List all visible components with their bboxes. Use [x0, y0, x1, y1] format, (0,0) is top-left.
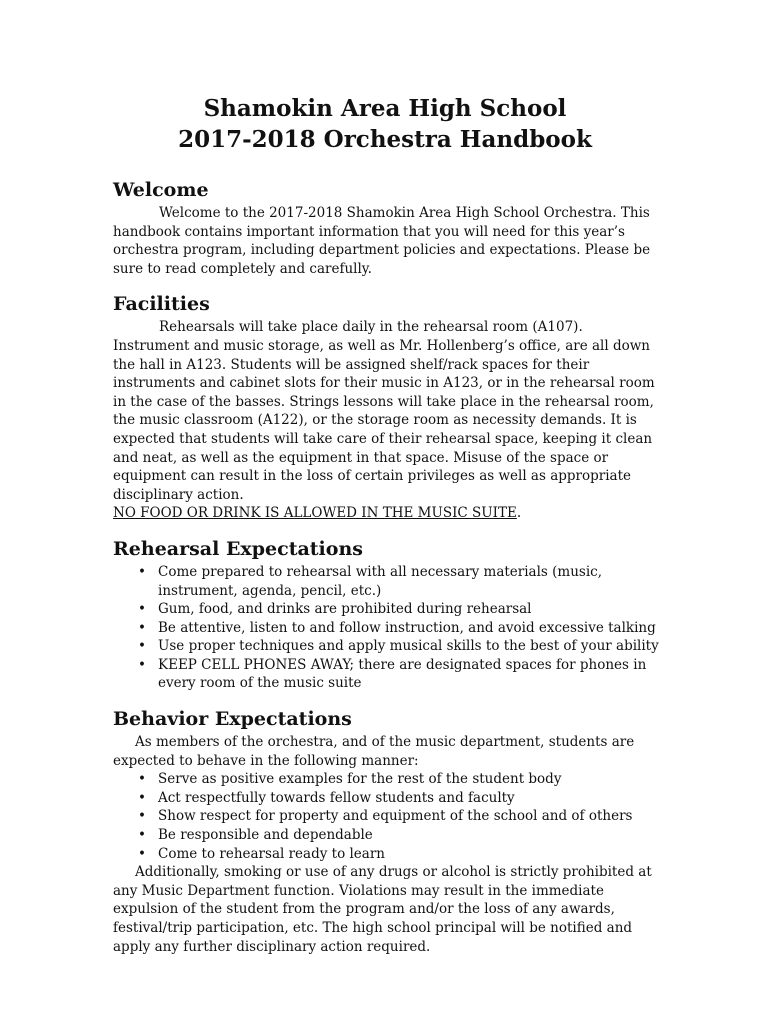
document-title [0, 93, 770, 155]
list-item: • KEEP CELL PHONES AWAY; there are designated spaces for phones in every room of the music suite [158, 656, 661, 693]
behavior-closing: Additionally, smoking or use of any drugs or alcohol is strictly prohibited at any Music Department function. Violations may result in the immediate expulsion of the student from the program and/or the loss of any awards, festival/trip participation, etc. The high school principal will be notified and apply any further disciplinary action required. [113, 864, 652, 955]
list-item: • Use proper techniques and apply musical skills to the best of your ability [158, 637, 661, 656]
list-item: • Be responsible and dependable [158, 826, 661, 845]
document-body [113, 178, 661, 970]
welcome-paragraph: Welcome to the 2017-2018 Shamokin Area High School Orchestra. This handbook contains important information that you will need for this year’s orchestra program, including department policies and expectations. Please be sure to read completely and carefully. [113, 205, 651, 277]
behavior-list [113, 770, 661, 863]
list-item: • Show respect for property and equipment of the school and of others [158, 807, 661, 826]
list-item: • Come prepared to rehearsal with all necessary materials (music, instrument, agenda, pencil, etc.) [158, 563, 661, 600]
list-item: • Act respectfully towards fellow students and faculty [158, 789, 661, 808]
list-item: • Come to rehearsal ready to learn [158, 845, 661, 864]
list-item: • Gum, food, and drinks are prohibited during rehearsal [158, 600, 661, 619]
behavior-section [113, 707, 661, 956]
no-food-notice: NO FOOD OR DRINK IS ALLOWED IN THE MUSIC SUITE [113, 505, 517, 522]
list-item: • Be attentive, listen to and follow instruction, and avoid excessive talking [158, 619, 661, 638]
behavior-intro: As members of the orchestra, and of the music department, students are expected to behave in the following manner: [113, 734, 635, 769]
facilities-heading: Facilities [113, 293, 210, 316]
title-line-1: Shamokin Area High School [203, 95, 567, 122]
facilities-section [113, 292, 661, 523]
rehearsal-heading: Rehearsal Expectations [113, 537, 363, 560]
welcome-section [113, 178, 661, 278]
facilities-notice-line [113, 504, 661, 523]
behavior-heading: Behavior Expectations [113, 708, 352, 731]
facilities-paragraph: Rehearsals will take place daily in the rehearsal room (A107). Instrument and music storage, as well as Mr. Hollenberg’s office, are all down the hall in A123. Students will be assigned shelf/rack spaces for their instruments and cabinet slots for their music in A123, or in the rehearsal room in the case of the basses. Strings lessons will take place in the rehearsal room, the music classroom (A122), or the storage room as necessity demands. It is expected that students will take care of their rehearsal space, keeping it clean and neat, as well as the equipment in that space. Misuse of the space or equipment can result in the loss of certain privileges as well as appropriate disciplinary action. [113, 319, 655, 503]
welcome-heading: Welcome [113, 179, 209, 201]
title-line-2: 2017-2018 Orchestra Handbook [178, 126, 592, 153]
rehearsal-list [113, 563, 661, 693]
notice-period: . [516, 505, 522, 522]
rehearsal-section [113, 537, 661, 693]
list-item: • Serve as positive examples for the rest of the student body [158, 770, 661, 789]
